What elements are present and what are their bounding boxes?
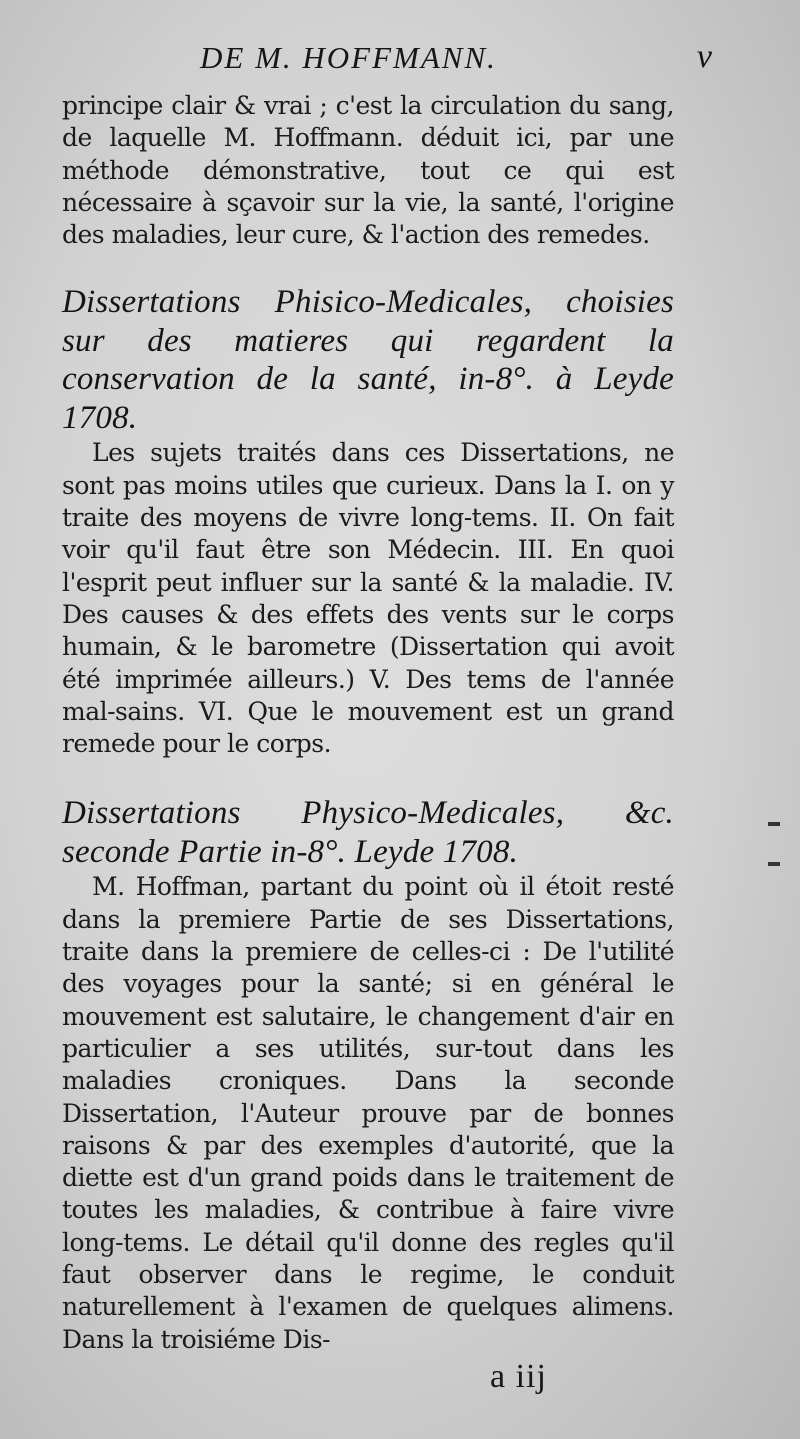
- page-body: [62, 90, 674, 1356]
- section-gap: [62, 760, 674, 794]
- margin-tick: [768, 862, 780, 866]
- section-gap: [62, 251, 674, 283]
- paragraph-dissertations-1: Les sujets traités dans ces Dissertations, ne sont pas moins utiles que curieux. Dans la I. on y traite des moyens de vivre long-tems. II. On fait voir qu'il faut être son Médecin. III. En quoi l'esprit peut influer sur la santé & la maladie. IV. Des causes & des effets des vents sur le corps humain, & le barometre (Dissertation qui avoit été imprimée ailleurs.) V. Des tems de l'année mal-sains. VI. Que le mouvement est un grand remede pour le corps.: [62, 438, 674, 759]
- margin-tick: [768, 822, 780, 826]
- entry-title-dissertations-1: Dissertations Phisico-Medicales, choisies sur des matieres qui regardent la conservation de la santé, in-8°. à Leyde 1708.: [62, 284, 674, 436]
- page-header: [60, 40, 740, 90]
- running-head: DE M. HOFFMANN.: [200, 40, 497, 75]
- page-number: v: [696, 38, 712, 75]
- paragraph-continuation: principe clair & vrai ; c'est la circulation du sang, de laquelle M. Hoffmann. déduit ici, par une méthode démonstrative, tout ce qui est nécessaire à sçavoir sur la vie, la santé, l'origine des maladies, leur cure, & l'action des remedes.: [62, 91, 674, 250]
- signature-mark: a iij: [490, 1358, 547, 1395]
- entry-title-dissertations-2: Dissertations Physico-Medicales, &c. seconde Partie in-8°. Leyde 1708.: [62, 795, 674, 870]
- paragraph-dissertations-2: M. Hoffman, partant du point où il étoit resté dans la premiere Partie de ses Dissertations, traite dans la premiere de celles-ci : De l'utilité des voyages pour la santé; si en général le mouvement est salutaire, le changement d'air en particulier a ses utilités, sur-tout dans les maladies croniques. Dans la seconde Dissertation, l'Auteur prouve par de bonnes raisons & par des exemples d'autorité, que la diette est d'un grand poids dans le traitement de toutes les maladies, & contribue à faire vivre long-tems. Le détail qu'il donne des regles qu'il faut observer dans le regime, le conduit naturellement à l'examen de quelques alimens. Dans la troisiéme Dis-: [62, 872, 674, 1354]
